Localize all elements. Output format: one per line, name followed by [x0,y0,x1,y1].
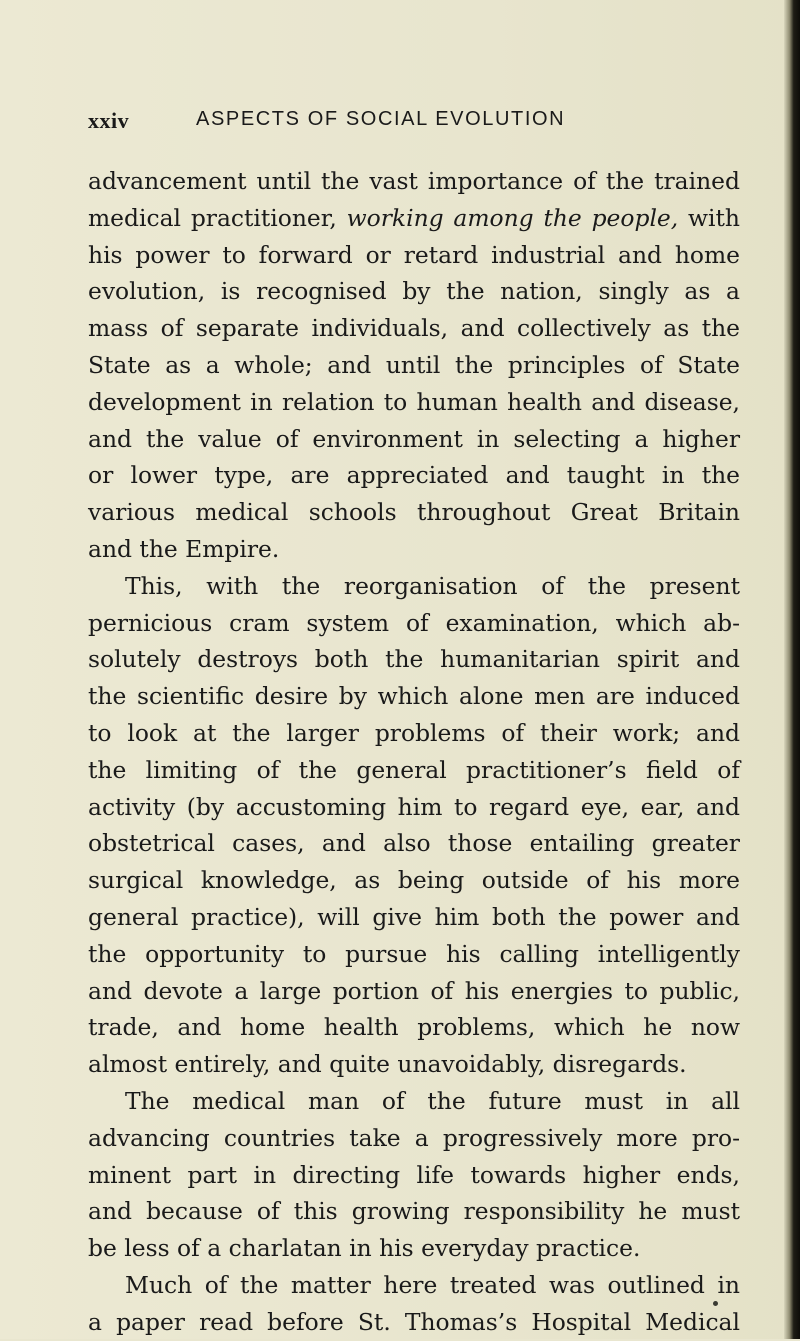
text-line: various medical schools throughout Great Britain [88,498,740,527]
text-line: and the value of environment in selecting a higher [88,424,740,453]
book-title: ASPECTS OF SOCIAL EVOLUTION [196,108,566,130]
text-line: trade, and home health problems, which he now [88,1013,740,1042]
text-line: State as a whole; and until the principles of State [88,350,740,379]
text-line: and devote a large portion of his energies to public, [88,976,740,1005]
text-line: obstetrical cases, and also those entailing greater [88,829,740,858]
text-run: medical practitioner, [88,203,347,232]
text-line: advancing countries take a progressively more pro- [88,1123,740,1152]
text-line: evolution, is recognised by the nation, singly as a [88,277,740,306]
text-line: his power to forward or retard industrial and home [88,240,740,269]
running-head [88,108,740,138]
text-line: pernicious cram system of examination, which ab- [88,608,740,637]
text-line: general practice), will give him both the power and [88,902,740,931]
text-line: the opportunity to pursue his calling intelligently [88,939,740,968]
paragraph-start-line: The medical man of the future must in all [125,1086,740,1115]
text-line: a paper read before St. Thomas’s Hospital Medical [88,1307,740,1336]
text-line: the scientific desire by which alone men are induced [88,682,740,711]
text-line [88,200,740,237]
text-line: and because of this growing responsibility he must [88,1197,740,1226]
page-edge-shadow [784,0,800,1339]
text-line: activity (by accustoming him to regard eye, ear, and [88,792,740,821]
paragraph-end-line: almost entirely, and quite unavoidably, disregards. [88,1050,687,1079]
paragraph-end-line: be less of a charlatan in his everyday practice. [88,1234,641,1263]
text-line: to look at the larger problems of their work; and [88,718,740,747]
text-line: surgical knowledge, as being outside of his more [88,866,740,895]
text-line: development in relation to human health and disease, [88,387,740,416]
text-line: the limiting of the general practitioner’s field of [88,755,740,784]
paragraph-start-line: Much of the matter here treated was outlined in [125,1270,740,1299]
page-number: xxiv [88,108,130,133]
ink-speck [713,1301,718,1306]
paragraph-start-line: This, with the reorganisation of the present [125,571,740,600]
text-line: solutely destroys both the humanitarian spirit and [88,645,740,674]
text-line: advancement until the vast importance of the trained [88,167,740,195]
text-line: or lower type, are appreciated and taught in the [88,461,740,490]
text-line: minent part in directing life towards higher ends, [88,1160,740,1189]
paragraph-end-line: and the Empire. [88,534,280,563]
body-text [88,163,740,1341]
italic-phrase: working among the people, [346,203,679,232]
text-run: with [678,203,740,232]
text-line: mass of separate individuals, and collectively as the [88,314,740,343]
